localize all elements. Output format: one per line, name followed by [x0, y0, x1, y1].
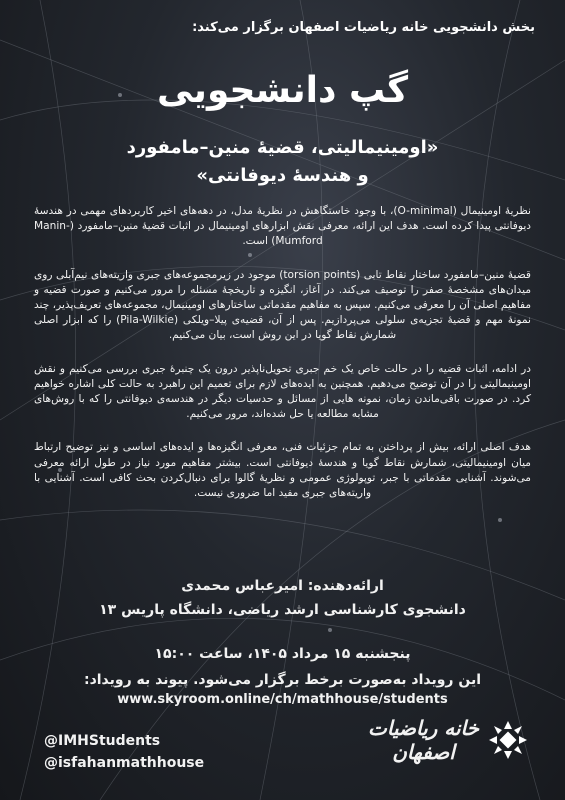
handle-mathhouse[interactable]: @isfahanmathhouse [44, 755, 205, 771]
organizer-line: بخش دانشجویی خانه ریاضیات اصفهان برگزار می‌کند: [192, 20, 535, 35]
speaker-info [40, 574, 525, 622]
logo-text [368, 716, 479, 764]
handle-students[interactable]: @IMHStudents [44, 733, 161, 749]
abstract-paragraph: در ادامه، اثبات قضیه را در حالت خاص یک خم جبری تحویل‌ناپذیر درون یک چنبرهٔ جبری بررسی می‌کنیم و نقش اومینیمالیتی را در آن توضیح می‌دهیم. همچنین به ایده‌های لازم برای تعمیم این راهبرد به حالت کلی اشاره خواهیم کرد. در صورت باقی‌ماندن زمان، نمونه هایی از مسائل و حدسیات دیگر در هندسه‌ی دیوفانتی را که با روش‌های مشابه مطالعه یا حل شده‌اند، مرور می‌کنیم. [34, 362, 531, 421]
logo-text-line-2: اصفهان [392, 740, 455, 764]
social-handles [44, 730, 204, 774]
abstract-paragraph: هدف اصلی ارائه، بیش از پرداختن به تمام جزئیات فنی، معرفی انگیزه‌ها و ایده‌های اساسی و نیز توضیح ارتباط میان اومینیمالیتی، شمارش نقاط گویا و هندسهٔ دیوفانتی است. بیشتر مفاهیم مورد نیاز در طول ارائه معرفی می‌شوند. آشنایی مقدماتی با جبر، توپولوژی عمومی و نظریهٔ گالوا برای دنبال‌کردن بحث کافی است. آشنایی با واریته‌های جبری مفید اما ضروری نیست. [34, 441, 531, 500]
talk-title-line-2: و هندسهٔ دیوفانتی» [196, 165, 369, 186]
abstract [34, 204, 531, 519]
event-info [40, 644, 525, 710]
event-note: این رویداد به‌صورت برخط برگزار می‌شود. پیوند به رویداد: [83, 672, 482, 688]
logo [368, 716, 529, 764]
abstract-paragraph: نظریهٔ اومینیمال (O-minimal)، با وجود خاستگاهش در نظریهٔ مدل، در دهه‌های اخیر کاربردهای مهمی در هندسهٔ دیوفانتی پیدا کرده است. هدف این ارائه، معرفی نقش ابزارهای اومینیمال در اثبات قضیهٔ منین–مامفورد (Manin-Mumford) است. [34, 205, 531, 248]
speaker-affiliation: دانشجوی کارشناسی ارشد ریاضی، دانشگاه پاریس ۱۳ [99, 602, 466, 618]
house-mark-icon [487, 719, 529, 761]
logo-text-line-1: خانه ریاضیات [368, 716, 479, 740]
speaker-name: ارائه‌دهنده: امیرعباس محمدی [181, 578, 384, 594]
event-datetime: پنجشنبه ۱۵ مرداد ۱۴۰۵، ساعت ۱۵:۰۰ [154, 646, 411, 662]
event-link[interactable]: www.skyroom.online/ch/mathhouse/students [117, 692, 448, 707]
talk-title [40, 134, 525, 190]
brand-title: گپ دانشجویی [157, 70, 408, 111]
talk-title-line-1: «اومینیمالیتی، قضیهٔ منین–مامفورد [126, 137, 439, 158]
abstract-paragraph: قضیهٔ منین–مامفورد ساختار نقاط تابی (torsion points) موجود در زیرمجموعه‌های جبری واریته‌های نیم‌آبلی روی میدان‌های مشخصهٔ صفر را توصیف می‌کند. در آغاز، انگیزه و تاریخچهٔ مسئله را مرور می‌کنیم و صورت قضیه و مفاهیم اصلی آن را معرفی می‌کنیم. سپس به مفاهیم مقدماتی ساختارهای اومینیمال، مجموعه‌های تعریف‌پذیر، چند نمونهٔ مهم و قضیهٔ تجزیه‌ی سلولی می‌پردازیم. پس از آن، قضیه‌ی پیلا–ویلکی (Pila-Wilkie) را که ابزار اصلی شمارش نقاط گویا در این روش است، بیان می‌کنیم. [34, 268, 531, 342]
